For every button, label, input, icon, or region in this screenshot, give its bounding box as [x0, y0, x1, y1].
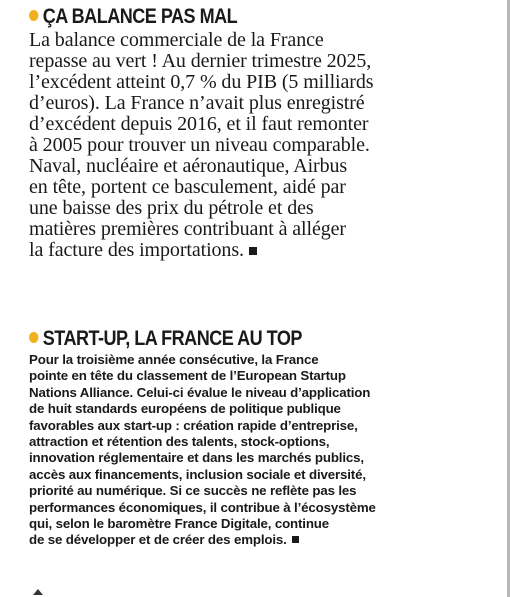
article-trade-balance [29, 4, 499, 261]
body-line: Naval, nucléaire et aéronautique, Airbus [29, 155, 348, 177]
bullet-dot [29, 10, 38, 21]
article-body [29, 30, 499, 261]
body-line: priorité au numérique. Si ce succès ne reflète pas les [29, 483, 357, 499]
body-line: Nations Alliance. Celui-ci évalue le niveau d’application [29, 384, 371, 400]
body-line: pointe en tête du classement de l’European Startup [29, 368, 346, 384]
body-line: d’excédent depuis 2016, et il faut remonter [29, 113, 369, 135]
body-line-last [29, 532, 499, 548]
body-line: attraction et rétention des talents, stock-options, [29, 434, 330, 450]
caret-up-icon [33, 589, 43, 595]
article-heading [29, 4, 433, 30]
article-heading [29, 326, 433, 352]
body-line: La balance commerciale de la France [29, 29, 324, 51]
body-line: matières premières contribuant à alléger [29, 218, 346, 240]
body-line: à 2005 pour trouver un niveau comparable. [29, 134, 370, 156]
body-line: favorables aux start-up : création rapide d’entreprise, [29, 417, 358, 433]
bullet-dot [29, 332, 38, 343]
body-line: performances économiques, il contribue à l’écosystème [29, 499, 376, 515]
body-line: d’euros). La France n’avait plus enregistré [29, 92, 365, 114]
end-mark-icon [292, 536, 299, 543]
body-line: de huit standards européens de politique publique [29, 401, 341, 417]
body-line-last [29, 240, 499, 261]
end-mark-icon [249, 247, 257, 255]
body-line: l’excédent atteint 0,7 % du PIB (5 milliards [29, 71, 374, 93]
heading-text: START-UP, LA FRANCE AU TOP [42, 327, 302, 350]
body-line: qui, selon le baromètre France Digitale, continue [29, 516, 330, 532]
body-line: accès aux financements, inclusion sociale et diversité, [29, 466, 366, 482]
body-line: une baisse des prix du pétrole et des [29, 197, 314, 219]
body-line: Pour la troisième année consécutive, la France [29, 352, 319, 367]
body-line: repasse au vert ! Au dernier trimestre 2025, [29, 50, 372, 72]
article-startups [29, 326, 499, 549]
body-line: innovation réglementaire et dans les marchés publics, [29, 450, 364, 466]
article-body [29, 352, 499, 549]
body-line-text: la facture des importations. [29, 239, 244, 261]
body-line: en tête, portent ce basculement, aidé par [29, 176, 346, 198]
heading-text: ÇA BALANCE PAS MAL [42, 5, 238, 28]
body-line-text: de se développer et de créer des emplois. [29, 532, 287, 548]
